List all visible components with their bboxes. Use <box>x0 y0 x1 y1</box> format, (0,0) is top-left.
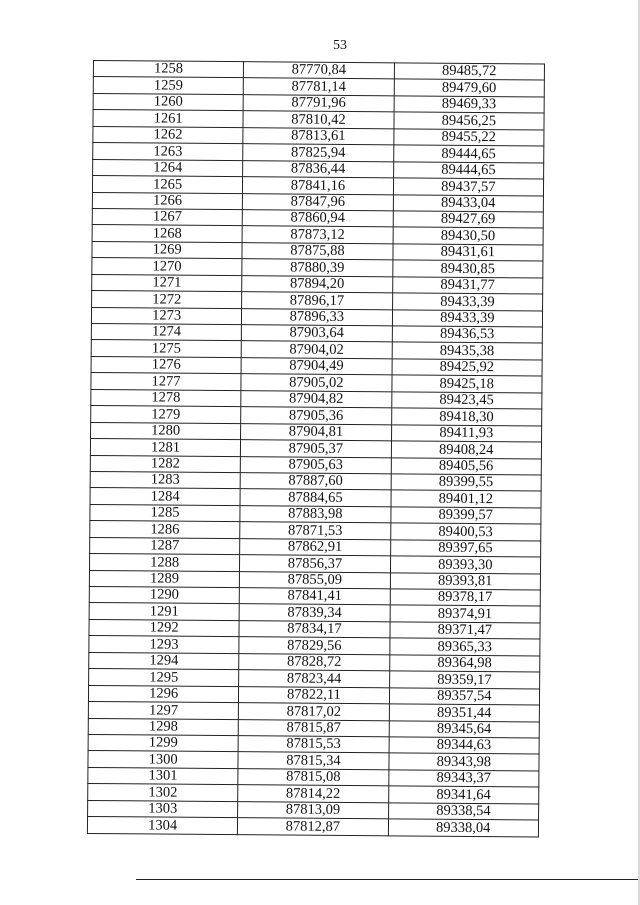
y-coordinate-cell: 89425,18 <box>391 375 542 393</box>
y-coordinate-cell: 89399,57 <box>390 507 541 525</box>
y-coordinate-cell: 89418,30 <box>391 408 542 426</box>
x-coordinate-cell: 87813,09 <box>238 801 388 819</box>
x-coordinate-cell: 87905,36 <box>241 407 391 425</box>
x-coordinate-cell: 87770,84 <box>244 62 394 80</box>
x-coordinate-cell: 87905,37 <box>241 440 391 458</box>
x-coordinate-cell: 87847,96 <box>243 193 393 211</box>
point-number-cell: 1304 <box>87 817 237 835</box>
point-number-cell: 1288 <box>89 554 239 572</box>
x-coordinate-cell: 87860,94 <box>242 210 392 228</box>
point-number-cell: 1287 <box>90 537 240 555</box>
x-coordinate-cell: 87875,88 <box>242 242 392 260</box>
y-coordinate-cell: 89435,38 <box>392 342 543 360</box>
point-number-cell: 1299 <box>88 734 238 752</box>
point-number-cell: 1295 <box>89 669 239 687</box>
y-coordinate-cell: 89469,33 <box>394 96 545 114</box>
x-coordinate-cell: 87894,20 <box>242 275 392 293</box>
point-number-cell: 1265 <box>92 176 242 194</box>
point-number-cell: 1266 <box>92 192 242 210</box>
y-coordinate-cell: 89393,30 <box>390 556 541 574</box>
y-coordinate-cell: 89399,55 <box>391 474 542 492</box>
x-coordinate-cell: 87791,96 <box>243 95 393 113</box>
x-coordinate-cell: 87815,34 <box>238 752 388 770</box>
y-coordinate-cell: 89430,85 <box>392 260 543 278</box>
y-coordinate-cell: 89433,04 <box>393 194 544 212</box>
point-number-cell: 1270 <box>92 258 242 276</box>
point-number-cell: 1271 <box>92 274 242 292</box>
y-coordinate-cell: 89444,65 <box>393 145 544 163</box>
x-coordinate-cell: 87880,39 <box>242 259 392 277</box>
x-coordinate-cell: 87817,02 <box>239 703 389 721</box>
point-number-cell: 1277 <box>91 373 241 391</box>
y-coordinate-cell: 89431,61 <box>393 244 544 262</box>
y-coordinate-cell: 89374,91 <box>390 605 541 623</box>
point-number-cell: 1294 <box>89 652 239 670</box>
point-number-cell: 1285 <box>90 504 240 522</box>
x-coordinate-cell: 87862,91 <box>240 538 390 556</box>
point-number-cell: 1280 <box>91 422 241 440</box>
x-coordinate-cell: 87855,09 <box>240 571 390 589</box>
y-coordinate-cell: 89456,25 <box>394 112 545 130</box>
point-number-cell: 1269 <box>92 241 242 259</box>
y-coordinate-cell: 89444,65 <box>393 161 544 179</box>
point-number-cell: 1278 <box>91 389 241 407</box>
x-coordinate-cell: 87896,33 <box>242 308 392 326</box>
point-number-cell: 1284 <box>90 488 240 506</box>
y-coordinate-cell: 89436,53 <box>392 326 543 344</box>
x-coordinate-cell: 87815,53 <box>238 736 388 754</box>
y-coordinate-cell: 89345,64 <box>389 720 540 738</box>
point-number-cell: 1281 <box>90 439 240 457</box>
x-coordinate-cell: 87905,02 <box>241 374 391 392</box>
x-coordinate-cell: 87814,22 <box>238 785 388 803</box>
y-coordinate-cell: 89430,50 <box>393 227 544 245</box>
x-coordinate-cell: 87812,87 <box>238 818 388 836</box>
y-coordinate-cell: 89400,53 <box>390 523 541 541</box>
x-coordinate-cell: 87903,64 <box>242 325 392 343</box>
point-number-cell: 1302 <box>88 784 238 802</box>
x-coordinate-cell: 87828,72 <box>239 653 389 671</box>
y-coordinate-cell: 89351,44 <box>389 704 540 722</box>
point-number-cell: 1259 <box>93 77 243 95</box>
y-coordinate-cell: 89427,69 <box>393 211 544 229</box>
y-coordinate-cell: 89401,12 <box>391 490 542 508</box>
point-number-cell: 1301 <box>88 767 238 785</box>
x-coordinate-cell: 87822,11 <box>239 686 389 704</box>
x-coordinate-cell: 87813,61 <box>243 127 393 145</box>
y-coordinate-cell: 89371,47 <box>390 622 541 640</box>
point-number-cell: 1297 <box>88 702 238 720</box>
point-number-cell: 1273 <box>91 307 241 325</box>
x-coordinate-cell: 87905,63 <box>240 456 390 474</box>
y-coordinate-cell: 89411,93 <box>391 424 542 442</box>
x-coordinate-cell: 87871,53 <box>240 522 390 540</box>
y-coordinate-cell: 89338,54 <box>388 803 539 821</box>
y-coordinate-cell: 89408,24 <box>391 441 542 459</box>
page-bottom-rule <box>136 879 640 880</box>
x-coordinate-cell: 87839,34 <box>239 604 389 622</box>
y-coordinate-cell: 89479,60 <box>394 79 545 97</box>
point-number-cell: 1298 <box>88 718 238 736</box>
x-coordinate-cell: 87841,41 <box>239 588 389 606</box>
table-row <box>87 817 538 837</box>
x-coordinate-cell: 87883,98 <box>240 505 390 523</box>
point-number-cell: 1261 <box>93 110 243 128</box>
y-coordinate-cell: 89485,72 <box>394 63 545 81</box>
y-coordinate-cell: 89338,04 <box>388 819 539 837</box>
x-coordinate-cell: 87904,02 <box>241 341 391 359</box>
point-number-cell: 1267 <box>92 208 242 226</box>
x-coordinate-cell: 87815,08 <box>238 768 388 786</box>
y-coordinate-cell: 89364,98 <box>389 655 540 673</box>
point-number-cell: 1260 <box>93 93 243 111</box>
point-number-cell: 1291 <box>89 603 239 621</box>
x-coordinate-cell: 87829,56 <box>239 637 389 655</box>
y-coordinate-cell: 89357,54 <box>389 687 540 705</box>
x-coordinate-cell: 87841,16 <box>243 177 393 195</box>
x-coordinate-cell: 87810,42 <box>243 111 393 129</box>
point-number-cell: 1289 <box>89 570 239 588</box>
coordinates-table-body <box>87 61 544 837</box>
point-number-cell: 1293 <box>89 636 239 654</box>
point-number-cell: 1282 <box>90 455 240 473</box>
y-coordinate-cell: 89365,33 <box>389 638 540 656</box>
y-coordinate-cell: 89437,57 <box>393 178 544 196</box>
x-coordinate-cell: 87904,49 <box>241 358 391 376</box>
point-number-cell: 1296 <box>88 685 238 703</box>
point-number-cell: 1263 <box>93 143 243 161</box>
point-number-cell: 1276 <box>91 356 241 374</box>
y-coordinate-cell: 89425,92 <box>392 359 543 377</box>
y-coordinate-cell: 89378,17 <box>390 589 541 607</box>
point-number-cell: 1290 <box>89 586 239 604</box>
x-coordinate-cell: 87884,65 <box>240 489 390 507</box>
point-number-cell: 1275 <box>91 340 241 358</box>
point-number-cell: 1279 <box>91 406 241 424</box>
x-coordinate-cell: 87904,81 <box>241 423 391 441</box>
x-coordinate-cell: 87834,17 <box>239 621 389 639</box>
point-number-cell: 1268 <box>92 225 242 243</box>
page-number: 53 <box>333 38 347 53</box>
coordinates-table <box>87 60 545 837</box>
point-number-cell: 1286 <box>90 521 240 539</box>
y-coordinate-cell: 89397,65 <box>390 540 541 558</box>
x-coordinate-cell: 87873,12 <box>242 226 392 244</box>
y-coordinate-cell: 89344,63 <box>389 737 540 755</box>
point-number-cell: 1300 <box>88 751 238 769</box>
x-coordinate-cell: 87904,82 <box>241 390 391 408</box>
y-coordinate-cell: 89343,37 <box>388 770 539 788</box>
point-number-cell: 1258 <box>93 61 243 79</box>
y-coordinate-cell: 89343,98 <box>389 753 540 771</box>
y-coordinate-cell: 89359,17 <box>389 671 540 689</box>
x-coordinate-cell: 87856,37 <box>240 555 390 573</box>
point-number-cell: 1262 <box>93 126 243 144</box>
x-coordinate-cell: 87815,87 <box>238 719 388 737</box>
point-number-cell: 1292 <box>89 619 239 637</box>
y-coordinate-cell: 89423,45 <box>391 392 542 410</box>
y-coordinate-cell: 89433,39 <box>392 309 543 327</box>
x-coordinate-cell: 87825,94 <box>243 144 393 162</box>
x-coordinate-cell: 87823,44 <box>239 670 389 688</box>
point-number-cell: 1264 <box>93 159 243 177</box>
point-number-cell: 1274 <box>91 323 241 341</box>
y-coordinate-cell: 89405,56 <box>391 457 542 475</box>
x-coordinate-cell: 87887,60 <box>240 473 390 491</box>
point-number-cell: 1303 <box>88 800 238 818</box>
x-coordinate-cell: 87836,44 <box>243 160 393 178</box>
y-coordinate-cell: 89455,22 <box>393 129 544 147</box>
y-coordinate-cell: 89433,39 <box>392 293 543 311</box>
x-coordinate-cell: 87896,17 <box>242 292 392 310</box>
y-coordinate-cell: 89431,77 <box>392 277 543 295</box>
point-number-cell: 1283 <box>90 471 240 489</box>
point-number-cell: 1272 <box>92 291 242 309</box>
x-coordinate-cell: 87781,14 <box>243 78 393 96</box>
y-coordinate-cell: 89393,81 <box>390 572 541 590</box>
y-coordinate-cell: 89341,64 <box>388 786 539 804</box>
